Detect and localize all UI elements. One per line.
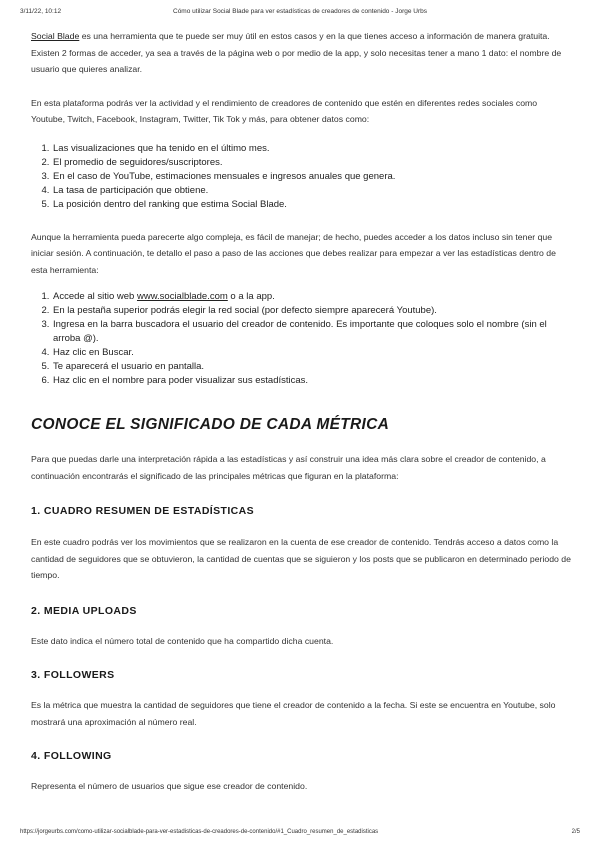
print-date: 3/11/22, 10:12 (20, 8, 62, 15)
list-item: 2. El promedio de seguidores/suscriptores. (52, 156, 571, 170)
list-item: 1. Las visualizaciones que ha tenido en el último mes. (52, 142, 571, 156)
print-url: https://jorgeurbs.com/como-utilizar-socialblade-para-ver-estadisticas-de-creadores-de-contenido/#1_Cuadro_resumen_de_estadisticas (20, 829, 379, 835)
step-suffix: o a la app. (227, 291, 275, 302)
data-list (31, 142, 571, 212)
steps-list (31, 290, 571, 388)
section-title: CONOCE EL SIGNIFICADO DE CADA MÉTRICA (31, 416, 390, 433)
metric-title: 2. MEDIA UPLOADS (31, 604, 137, 617)
section-intro: Para que puedas darle una interpretación rápida a las estadísticas y así construir una idea más clara sobre el creador de contenido, a continuación encontrarás el significado de las principales métricas que figuran en la plataforma: (31, 454, 546, 481)
metric-text: Es la métrica que muestra la cantidad de seguidores que tiene el creador de contenido a la fecha. Si este se encuentra en Youtube, solo mostrará una aproximación al número real. (31, 700, 556, 727)
list-item: 6. Haz clic en el nombre para poder visualizar sus estadísticas. (52, 374, 571, 388)
list-item: 4. La tasa de participación que obtiene. (52, 184, 571, 198)
page-number: 2/5 (571, 829, 580, 835)
list-item (52, 290, 571, 304)
metric-text: Representa el número de usuarios que sigue ese creador de contenido. (31, 781, 308, 791)
social-blade-link[interactable]: Social Blade (31, 31, 80, 41)
metric-text: Este dato indica el número total de contenido que ha compartido dicha cuenta. (31, 635, 334, 646)
metric-title: 3. FOLLOWERS (31, 669, 115, 681)
list-item: 4. Haz clic en Buscar. (52, 346, 571, 360)
print-page-title: Cómo utilizar Social Blade para ver estadísticas de creadores de contenido - Jorge Urbs (173, 8, 427, 15)
socialblade-url-link[interactable]: www.socialblade.com (136, 291, 228, 302)
list-item: 3. Ingresa en la barra buscadora el usuario del creador de contenido. Es importante que coloques solo el nombre (sin el arroba @). (52, 318, 571, 346)
list-item: 5. La posición dentro del ranking que estima Social Blade. (52, 198, 571, 212)
list-item: 2. En la pestaña superior podrás elegir la red social (por defecto siempre aparecerá Youtube). (52, 304, 571, 318)
intro-text: es una herramienta que te puede ser muy útil en estos casos y en la que tienes acceso a información de manera gratuita. Existen 2 formas de acceder, ya sea a través de la página web o por medio de la app, y solo necesitas tener a mano 1 dato: el nombre de usuario que quieres analizar. (31, 31, 562, 74)
metric-text: En este cuadro podrás ver los movimientos que se realizaron en la cuenta de ese creador de contenido. Tendrás acceso a datos como la cantidad de seguidores que se obtuvieron, la cantidad de cuentas que se siguieron y los posts que se publicaron en determinado periodo de tiempo. (31, 537, 571, 580)
step-prefix: Accede al sitio web (53, 291, 137, 302)
metric-title: 4. FOLLOWING (31, 750, 112, 762)
list-item: 3. En el caso de YouTube, estimaciones mensuales e ingresos anuales que genera. (52, 170, 571, 184)
tool-paragraph: Aunque la herramienta pueda parecerte algo compleja, es fácil de manejar; de hecho, puedes acceder a los datos incluso sin tener que iniciar sesión. A continuación, te detallo el paso a paso de las acciones que debes realizar para empezar a ver las estadísticas dentro de esta herramienta: (31, 231, 556, 275)
article-body (31, 28, 571, 795)
intro-paragraph (31, 28, 571, 78)
platform-paragraph: En esta plataforma podrás ver la actividad y el rendimiento de creadores de contenido que estén en diferentes redes sociales como Youtube, Twitch, Facebook, Instagram, Twitter, Tik Tok y más, para obtener datos como: (31, 97, 538, 124)
list-item: 5. Te aparecerá el usuario en pantalla. (52, 360, 571, 374)
metric-title: 1. CUADRO RESUMEN DE ESTADÍSTICAS (31, 505, 255, 517)
